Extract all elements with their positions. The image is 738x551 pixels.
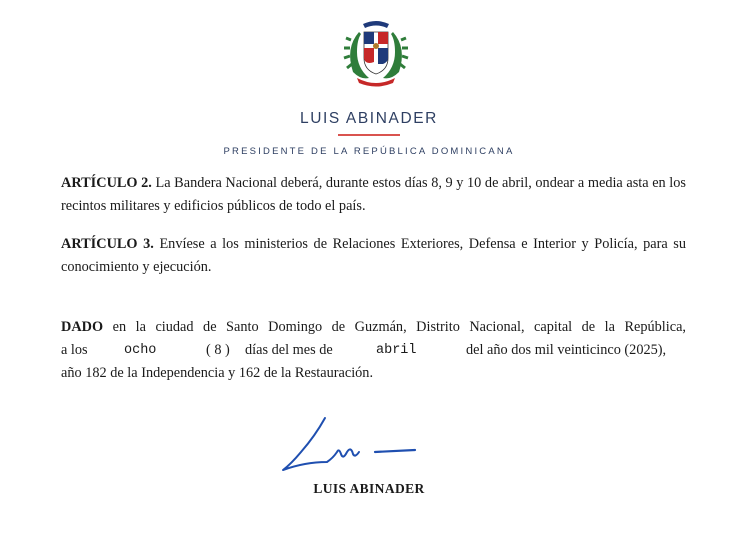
- year-text: del año dos mil veinticinco (2025),: [466, 342, 667, 358]
- handwritten-signature: [275, 412, 425, 478]
- article-3-text: Envíese a los ministerios de Relaciones Exteriores, Defensa e Interior y Policía, para su conocimiento y ejecución.: [61, 236, 686, 275]
- signer-name: LUIS ABINADER: [313, 481, 425, 496]
- header-name: LUIS ABINADER: [300, 110, 438, 127]
- day-number: ( 8 ): [206, 342, 230, 358]
- a-los-text: a los: [61, 342, 88, 358]
- day-in-words: ocho: [124, 343, 157, 358]
- month-name: abril: [376, 343, 417, 358]
- article-2: [61, 172, 686, 218]
- article-3-label: ARTÍCULO 3.: [61, 236, 154, 252]
- article-3: [61, 233, 686, 279]
- dado-line-1-text: en la ciudad de Santo Domingo de Guzmán, Distrito Nacional, capital de la República,: [112, 319, 686, 335]
- dias-del-mes-text: días del mes de: [245, 342, 333, 358]
- article-2-label: ARTÍCULO 2.: [61, 175, 152, 191]
- coat-of-arms-icon: [339, 18, 413, 88]
- dado-line-2: [61, 339, 686, 362]
- dado-line-1: [61, 316, 686, 339]
- header-title: PRESIDENTE DE LA REPÚBLICA DOMINICANA: [223, 146, 515, 157]
- header-divider: [338, 134, 400, 136]
- dado-label: DADO: [61, 319, 104, 335]
- article-2-text: La Bandera Nacional deberá, durante estos días 8, 9 y 10 de abril, ondear a media asta en los recintos militares y edificios públicos de todo el país.: [61, 175, 686, 214]
- dado-line-3: año 182 de la Independencia y 162 de la Restauración.: [61, 365, 374, 381]
- dado-paragraph: [61, 316, 686, 385]
